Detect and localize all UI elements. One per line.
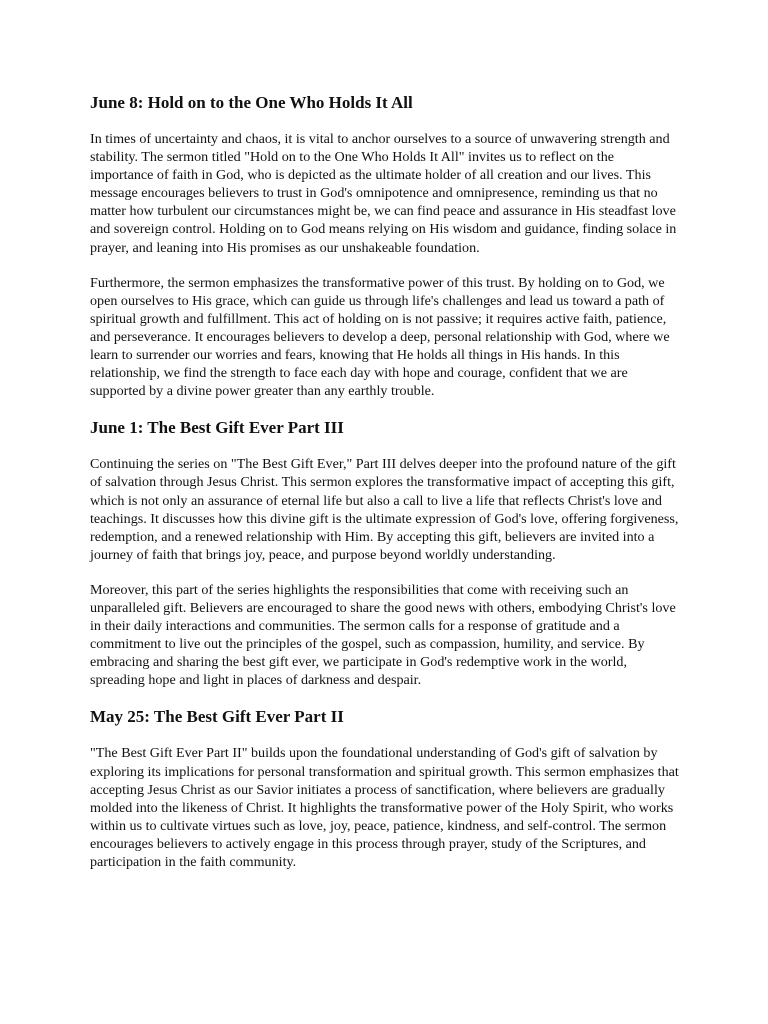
section-heading: May 25: The Best Gift Ever Part II — [90, 707, 344, 727]
section-paragraph: Moreover, this part of the series highlights the responsibilities that come with receiving such an unparalleled gift. Believers are encouraged to share the good news with others, embodying Christ's love in their daily interactions and communities. The sermon calls for a response of gratitude and a commitment to live out the principles of the gospel, such as compassion, humility, and service. By embracing and sharing the best gift ever, we participate in God's redemptive work in the world, spreading hope and light in places of darkness and despair. — [90, 581, 676, 689]
section-paragraph: In times of uncertainty and chaos, it is vital to anchor ourselves to a source of unwavering strength and stability. The sermon titled "Hold on to the One Who Holds It All" invites us to reflect on the importance of faith in God, who is depicted as the ultimate holder of all creation and our lives. This message encourages believers to trust in God's omnipotence and omnipresence, reminding us that no matter how turbulent our circumstances might be, we can find peace and assurance in His steadfast love and sovereign control. Holding on to God means relying on His wisdom and guidance, finding solace in prayer, and leaning into His promises as our unshakeable foundation. — [90, 131, 677, 256]
section-heading: June 8: Hold on to the One Who Holds It All — [90, 93, 413, 112]
section-paragraph: Furthermore, the sermon emphasizes the transformative power of this trust. By holding on to God, we open ourselves to His grace, which can guide us through life's challenges and lead us toward a path of spiritual growth and fulfillment. This act of holding on is not passive; it requires active faith, patience, and perseverance. It encourages believers to develop a deep, personal relationship with God, where we learn to surrender our worries and fears, knowing that He holds all things in His hands. In this relationship, we find the strength to face each day with hope and courage, confident that we are supported by a divine power greater than any earthly trouble. — [90, 274, 670, 400]
section-paragraph: Continuing the series on "The Best Gift Ever," Part III delves deeper into the profound nature of the gift of salvation through Jesus Christ. This sermon explores the transformative impact of accepting this gift, which is not only an assurance of eternal life but also a call to live a life that reflects Christ's love and teachings. It discusses how this divine gift is the ultimate expression of God's love, offering forgiveness, redemption, and a renewed relationship with Him. By accepting this gift, believers are invited into a journey of faith that brings joy, peace, and purpose beyond worldly understanding. — [90, 456, 679, 563]
document-page — [90, 92, 680, 888]
sermon-section-june-8 — [90, 92, 680, 400]
section-paragraph: "The Best Gift Ever Part II" builds upon the foundational understanding of God's gift of salvation by exploring its implications for personal transformation and spiritual growth. This sermon emphasizes that accepting Jesus Christ as our Savior initiates a process of sanctification, where believers are gradually molded into the likeness of Christ. It highlights the transformative power of the Holy Spirit, who works within us to cultivate virtues such as love, joy, peace, patience, kindness, and self-control. The sermon encourages believers to actively engage in this process through prayer, study of the Scriptures, and participation in the faith community. — [90, 745, 679, 870]
section-heading: June 1: The Best Gift Ever Part III — [90, 418, 344, 438]
sermon-section-june-1 — [90, 417, 680, 689]
sermon-section-may-25 — [90, 706, 680, 871]
